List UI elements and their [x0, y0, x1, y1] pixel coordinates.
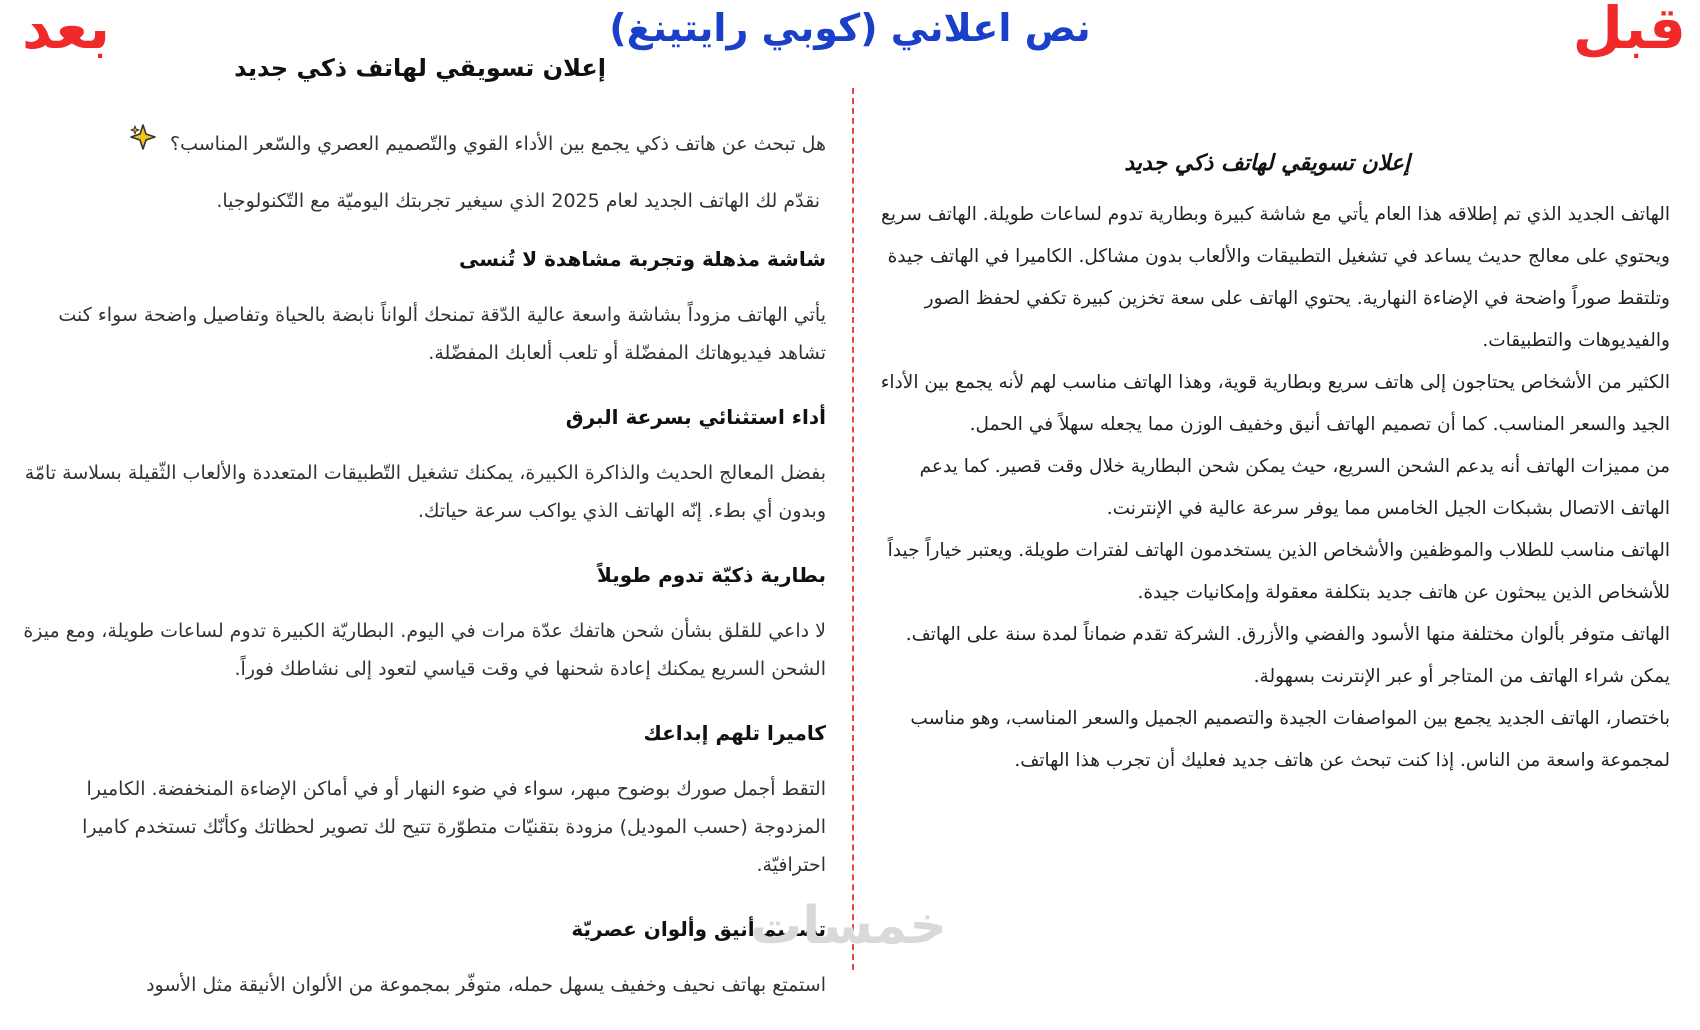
after-section-heading: أداء استثنائي بسرعة البرق — [565, 405, 826, 429]
before-paragraph: من مميزات الهاتف أنه يدعم الشحن السريع، حيث يمكن شحن البطارية خلال وقت قصير. كما يدعم الهاتف الاتصال بشبكات الجيل الخامس مما يوفر سرعة عالية في الإنترنت. — [919, 456, 1670, 519]
after-section-heading: بطارية ذكيّة تدوم طويلاً — [597, 563, 826, 587]
watermark-logo: خمسات — [750, 896, 948, 956]
after-section-heading: تصميم أنيق وألوان عصريّة — [571, 917, 826, 941]
before-body — [880, 194, 1670, 782]
page-title: نص اعلاني (كوبي رايتينغ) — [609, 6, 1091, 50]
column-divider — [852, 88, 854, 970]
after-body — [20, 116, 826, 1030]
before-paragraph: باختصار، الهاتف الجديد يجمع بين المواصفات الجيدة والتصميم الجميل والسعر المناسب، وهو مناسب لمجموعة واسعة من الناس. إذا كنت تبحث عن هاتف جديد فعليك أن تجرب هذا الهاتف. — [910, 708, 1670, 771]
after-section-text: لا داعي للقلق بشأن شحن هاتفك عدّة مرات في اليوم. البطاريّة الكبيرة تدوم لساعات طويلة، ومع ميزة الشحن السريع يمكنك إعادة شحنها في وقت قياسي لتعود إلى نشاطك فوراً. — [23, 620, 826, 680]
after-section-text: التقط أجمل صورك بوضوح مبهر، سواء في ضوء النهار أو في أماكن الإضاءة المنخفضة. الكاميرا المزدوجة (حسب الموديل) مزودة بتقنيّات متطوّرة تتيح لك تصوير لحظاتك وكأنّك تستخدم كاميرا احترافيّة. — [82, 778, 826, 876]
after-intro-text: نقدّم لك الهاتف الجديد لعام 2025 الذي سيغير تجربتك اليوميّة مع التّكنولوجيا. — [216, 190, 820, 212]
after-section-text: يأتي الهاتف مزوداً بشاشة واسعة عالية الدّقة تمنحك ألواناً نابضة بالحياة وتفاصيل واضحة سواء كنت تشاهد فيديوهاتك المفضّلة أو تلعب ألعابك المفضّلة. — [58, 304, 826, 364]
after-section-heading: كاميرا تلهم إبداعك — [643, 721, 826, 745]
before-label: قبل — [1572, 0, 1686, 62]
after-section-text: بفضل المعالج الحديث والذاكرة الكبيرة، يمكنك تشغيل التّطبيقات المتعددة والألعاب الثّقيلة بسلاسة تامّة وبدون أي بطء. إنّه الهاتف الذي يواكب سرعة حياتك. — [24, 462, 826, 522]
before-title: إعلان تسويقي لهاتف ذكي جديد — [1124, 150, 1410, 176]
after-column — [20, 40, 826, 996]
after-title: إعلان تسويقي لهاتف ذكي جديد — [234, 54, 606, 82]
sparkle-icon — [130, 116, 156, 173]
after-label: بعد — [22, 0, 111, 62]
after-intro-line — [20, 116, 826, 173]
before-paragraph: الهاتف الجديد الذي تم إطلاقه هذا العام يأتي مع شاشة كبيرة وبطارية تدوم لساعات طويلة. الهاتف سريع ويحتوي على معالج حديث يساعد في تشغيل التطبيقات والألعاب بدون مشاكل. الكاميرا في الهاتف جيدة وتلتقط صوراً واضحة في الإضاءة النهارية. يحتوي الهاتف على سعة تخزين كبيرة تكفي لحفظ الصور والفيديوهات والتطبيقات. — [881, 204, 1670, 351]
after-intro-text: هل تبحث عن هاتف ذكي يجمع بين الأداء القوي والتّصميم العصري والسّعر المناسب؟ — [170, 133, 826, 155]
before-paragraph: الكثير من الأشخاص يحتاجون إلى هاتف سريع وبطارية قوية، وهذا الهاتف مناسب لهم لأنه يجمع بين الأداء الجيد والسعر المناسب. كما أن تصميم الهاتف أنيق وخفيف الوزن مما يجعله سهلاً في الحمل. — [880, 372, 1670, 435]
after-section-text: استمتع بهاتف نحيف وخفيف يسهل حمله، متوفّر بمجموعة من الألوان الأنيقة مثل الأسود — [146, 974, 826, 996]
after-intro-line — [20, 173, 820, 230]
before-paragraph: الهاتف مناسب للطلاب والموظفين والأشخاص الذين يستخدمون الهاتف لفترات طويلة. ويعتبر خياراً جيداً للأشخاص الذين يبحثون عن هاتف جديد بتكلفة معقولة وإمكانيات جيدة. — [887, 540, 1670, 603]
after-section-heading: شاشة مذهلة وتجربة مشاهدة لا تُنسى — [459, 247, 826, 271]
before-paragraph: الهاتف متوفر بألوان مختلفة منها الأسود والفضي والأزرق. الشركة تقدم ضماناً لمدة سنة على الهاتف. يمكن شراء الهاتف من المتاجر أو عبر الإنترنت بسهولة. — [905, 624, 1670, 687]
